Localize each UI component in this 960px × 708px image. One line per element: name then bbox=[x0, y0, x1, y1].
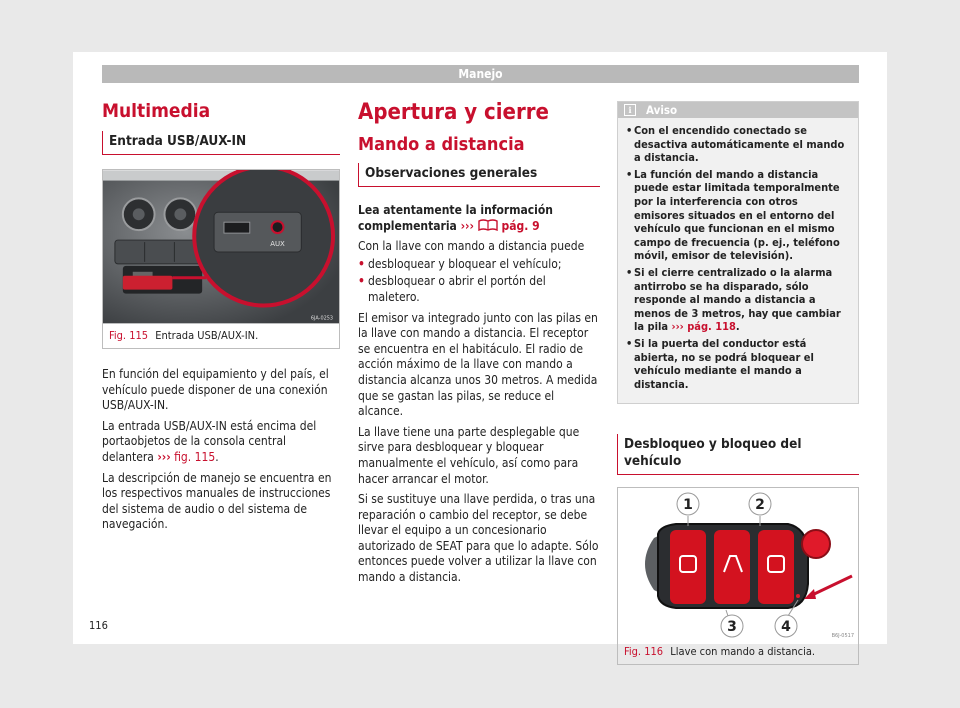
subsection-title-observaciones: Observaciones generales bbox=[358, 163, 600, 187]
lead-paragraph bbox=[358, 203, 600, 234]
paragraph: La llave tiene una parte desplegable que sirve para desbloquear y bloquear manualmente el vehículo, así como para hacer arrancar el motor. bbox=[358, 424, 580, 486]
note-item bbox=[626, 266, 850, 334]
figure-caption-text: Entrada USB/AUX-IN. bbox=[155, 329, 259, 342]
paragraph: Con la llave con mando a distancia puede bbox=[358, 239, 585, 254]
paragraph: En función del equipamiento y del país, el vehículo puede disponer de una conexión USB/AUX-IN. bbox=[102, 367, 329, 413]
figure-remote-key bbox=[617, 487, 859, 665]
chapter-title: Apertura y cierre bbox=[358, 100, 549, 125]
note-item-text: La función del mando a distancia puede estar limitada temporalmente por la interferencia con otros emisores situados en el entorno del vehículo que funcionan en el mismo campo de frecuencia (p. ej., teléfono móvil, emisor de televisión). bbox=[634, 167, 840, 263]
bullet-item bbox=[358, 257, 600, 273]
bullet-item bbox=[358, 274, 600, 305]
running-header: Manejo bbox=[102, 65, 859, 83]
ref-arrows: ››› bbox=[460, 218, 474, 233]
info-icon: i bbox=[624, 104, 636, 116]
figure-caption bbox=[103, 324, 339, 348]
note-item bbox=[626, 124, 850, 165]
figure-code: B6J-0517 bbox=[831, 633, 854, 640]
note-item-text: Si la puerta del conductor está abierta, no se podrá bloquear el vehículo mediante el mando a distancia. bbox=[634, 336, 814, 391]
paragraph: El emisor va integrado junto con las pilas en la llave con mando a distancia. El receptor se encuentra en el habitáculo. El radio de acción máximo de la llave con mando a distancia alcanza unos 30 metros. A medida que se gastan las pilas, se reduce el alcance. bbox=[358, 310, 598, 419]
ref-arrows: ››› bbox=[671, 320, 684, 334]
ref-arrows: ››› bbox=[157, 449, 171, 464]
bullet-dot: • bbox=[358, 274, 365, 289]
paragraph-text: La entrada USB/AUX-IN está encima del portaobjetos de la consola central delantera bbox=[102, 418, 317, 464]
paragraph: La descripción de manejo se encuentra en los respectivos manuales de instrucciones del sistema de audio o del sistema de navegación. bbox=[102, 470, 332, 532]
usb-body-text bbox=[102, 367, 340, 533]
bullet-dot: • bbox=[358, 256, 365, 271]
page-link[interactable]: pág. 118 bbox=[687, 320, 736, 334]
figure-caption bbox=[618, 640, 858, 664]
page-link[interactable]: pág. 9 bbox=[501, 218, 540, 233]
note-item-text: Con el encendido conectado se desactiva automáticamente el mando a distancia. bbox=[634, 124, 845, 165]
bullet-text: desbloquear o abrir el portón del maletero. bbox=[368, 274, 546, 304]
bullet-dot: • bbox=[626, 265, 633, 279]
callout-2: 2 bbox=[755, 497, 765, 514]
note-body bbox=[618, 118, 858, 403]
note-header bbox=[618, 102, 858, 118]
lead-text: Lea atentamente la información complementaria bbox=[358, 203, 553, 233]
subsection-title-desbloqueo: Desbloqueo y bloqueo del vehículo bbox=[617, 434, 859, 475]
note-box bbox=[617, 101, 859, 404]
subsection-title-usb: Entrada USB/AUX-IN bbox=[102, 131, 340, 155]
note-item bbox=[626, 337, 850, 391]
book-icon bbox=[478, 219, 498, 231]
note-item-text: Si el cierre centralizado o la alarma antirrobo se ha disparado, sólo responde al mando a distancia a menos de 3 metros, hay que cambiar la pila bbox=[634, 265, 841, 334]
usb-aux-illustration bbox=[103, 170, 339, 324]
column-apertura bbox=[358, 99, 600, 591]
callout-1: 1 bbox=[683, 497, 693, 514]
aux-label: AUX bbox=[270, 240, 285, 249]
figure-number: Fig. 116 bbox=[624, 645, 664, 659]
figure-usb-aux bbox=[102, 169, 340, 349]
paragraph-with-ref bbox=[102, 419, 340, 466]
callout-3: 3 bbox=[727, 619, 737, 636]
bullet-dot: • bbox=[626, 167, 633, 181]
section-title-multimedia: Multimedia bbox=[102, 100, 211, 122]
figure-caption-text: Llave con mando a distancia. bbox=[670, 645, 816, 659]
page-number: 116 bbox=[89, 619, 108, 632]
note-item bbox=[626, 168, 850, 263]
callout-4: 4 bbox=[781, 619, 791, 636]
note-item-end: . bbox=[735, 320, 740, 334]
remote-key-illustration bbox=[618, 488, 858, 640]
observaciones-body bbox=[358, 203, 600, 586]
paragraph-end: . bbox=[215, 449, 219, 464]
column-aviso bbox=[617, 101, 859, 665]
bullet-text: desbloquear y bloquear el vehículo; bbox=[368, 256, 562, 271]
note-title: Aviso bbox=[646, 103, 678, 117]
figure-number: Fig. 115 bbox=[109, 329, 149, 342]
section-title-mando: Mando a distancia bbox=[358, 134, 525, 155]
paragraph: Si se sustituye una llave perdida, o tras una reparación o cambio del receptor, se debe llevar el equipo a un concesionario autorizado de SEAT para que lo adapte. Sólo entonces puede volver a utilizar la llave con mando a distancia. bbox=[358, 492, 599, 585]
figure-link[interactable]: fig. 115 bbox=[174, 449, 216, 464]
column-multimedia bbox=[102, 99, 340, 538]
figure-code: 6JA-0253 bbox=[310, 315, 334, 322]
bullet-dot: • bbox=[626, 124, 633, 137]
bullet-dot: • bbox=[626, 336, 633, 350]
